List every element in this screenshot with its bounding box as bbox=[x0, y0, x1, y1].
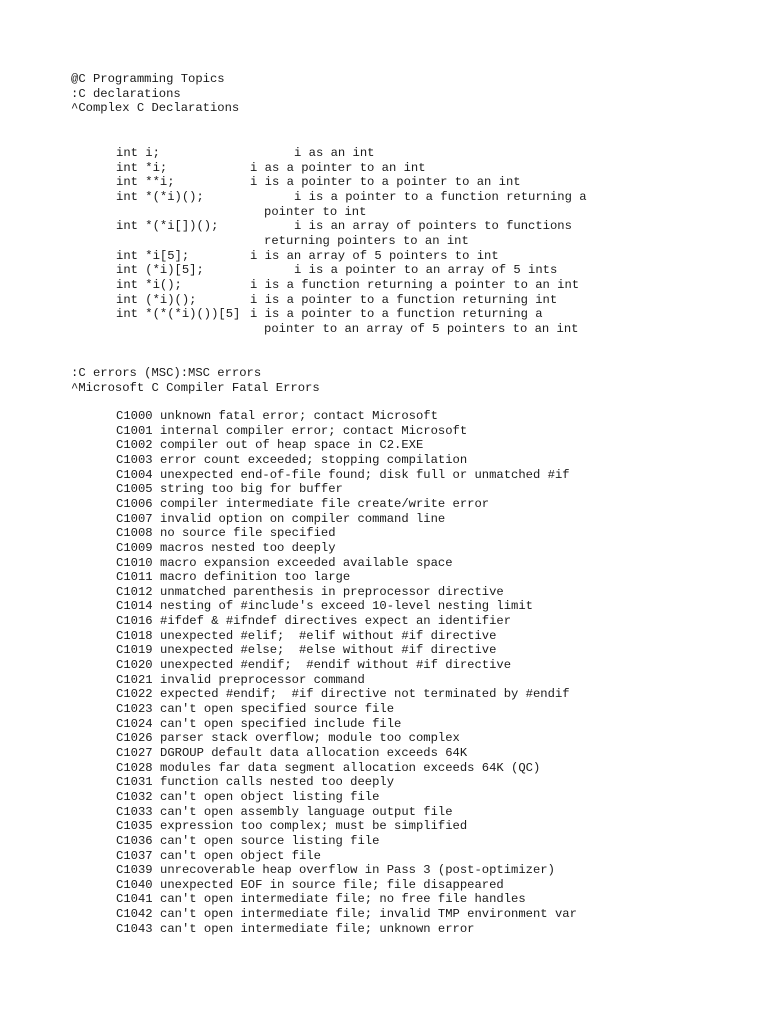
error-row bbox=[116, 878, 504, 893]
declaration-description: i is a pointer to an array of 5 ints bbox=[294, 263, 558, 278]
error-code: C1031 bbox=[116, 775, 153, 790]
error-code: C1019 bbox=[116, 643, 153, 658]
error-message: macros nested too deeply bbox=[160, 540, 336, 555]
error-code: C1006 bbox=[116, 496, 153, 511]
error-message: #ifdef & #ifndef directives expect an identifier bbox=[160, 614, 512, 629]
error-row bbox=[116, 585, 504, 600]
error-code: C1005 bbox=[116, 482, 153, 497]
error-row bbox=[116, 687, 570, 702]
error-row bbox=[116, 819, 467, 834]
declaration-description-continued: pointer to an array of 5 pointers to an int bbox=[264, 321, 579, 336]
error-code: C1021 bbox=[116, 672, 153, 687]
error-row bbox=[116, 673, 365, 688]
error-message: parser stack overflow; module too complex bbox=[160, 731, 460, 746]
error-message: modules far data segment allocation exceeds 64K (QC) bbox=[160, 760, 541, 775]
error-code: C1007 bbox=[116, 511, 153, 526]
error-code: C1018 bbox=[116, 628, 153, 643]
declaration-code: int i; bbox=[116, 146, 160, 160]
error-row bbox=[116, 556, 453, 571]
declaration-row bbox=[116, 263, 616, 278]
error-code: C1020 bbox=[116, 658, 153, 673]
error-code: C1002 bbox=[116, 438, 153, 453]
error-code: C1028 bbox=[116, 760, 153, 775]
error-row bbox=[116, 834, 379, 849]
declaration-description: i as a pointer to an int bbox=[250, 160, 426, 175]
error-code: C1039 bbox=[116, 863, 153, 878]
error-row bbox=[116, 424, 467, 439]
error-message: can't open intermediate file; no free file handles bbox=[160, 892, 526, 907]
declaration-description: i is an array of 5 pointers to int bbox=[250, 248, 499, 263]
error-code: C1035 bbox=[116, 819, 153, 834]
declaration-row bbox=[116, 293, 616, 308]
section-title-declarations: ^Complex C Declarations bbox=[71, 101, 240, 115]
error-row bbox=[116, 453, 467, 468]
error-code: C1016 bbox=[116, 614, 153, 629]
error-row bbox=[116, 629, 496, 644]
error-row bbox=[116, 643, 496, 658]
error-row bbox=[116, 658, 511, 673]
error-row bbox=[116, 541, 336, 556]
declaration-description: i is a pointer to a function returning int bbox=[250, 292, 558, 307]
declaration-description: i is an array of pointers to functions bbox=[294, 219, 572, 234]
declaration-code: int **i; bbox=[116, 175, 175, 190]
declaration-description: i is a pointer to a pointer to an int bbox=[250, 175, 521, 190]
error-code: C1037 bbox=[116, 848, 153, 863]
error-code: C1023 bbox=[116, 702, 153, 716]
error-message: macro expansion exceeded available space bbox=[160, 555, 453, 570]
declaration-code: int *i(); bbox=[116, 277, 182, 292]
declaration-code: int *(*i)(); bbox=[116, 189, 204, 204]
error-row bbox=[116, 599, 533, 614]
error-message: macro definition too large bbox=[160, 570, 351, 585]
error-row bbox=[116, 482, 343, 497]
error-code: C1042 bbox=[116, 907, 153, 922]
declaration-code: int *i[5]; bbox=[116, 248, 190, 263]
error-message: DGROUP default data allocation exceeds 64K bbox=[160, 745, 468, 760]
error-code: C1024 bbox=[116, 716, 153, 731]
declaration-description-continued: pointer to int bbox=[264, 204, 367, 219]
declaration-row bbox=[116, 161, 616, 176]
error-message: unexpected EOF in source file; file disappeared bbox=[160, 877, 504, 892]
error-row bbox=[116, 717, 401, 732]
error-code: C1004 bbox=[116, 467, 153, 482]
error-code: C1043 bbox=[116, 921, 153, 936]
errors-topic: :C errors (MSC):MSC errors bbox=[71, 366, 262, 380]
error-message: internal compiler error; contact Microsoft bbox=[160, 423, 468, 438]
error-message: unexpected end-of-file found; disk full or unmatched #if bbox=[160, 467, 570, 482]
declaration-code: int (*i)(); bbox=[116, 292, 197, 307]
error-message: expected #endif; #if directive not terminated by #endif bbox=[160, 687, 570, 702]
error-code: C1003 bbox=[116, 452, 153, 467]
error-message: compiler intermediate file create/write error bbox=[160, 496, 490, 511]
error-message: string too big for buffer bbox=[160, 482, 343, 497]
error-row bbox=[116, 614, 511, 629]
declaration-row bbox=[116, 219, 616, 234]
topic-subtitle: :C declarations bbox=[71, 87, 181, 101]
declaration-description: i is a pointer to a function returning a bbox=[250, 307, 543, 322]
error-message: unexpected #else; #else without #if directive bbox=[160, 643, 497, 658]
error-code: C1012 bbox=[116, 584, 153, 599]
error-message: unexpected #endif; #endif without #if directive bbox=[160, 658, 512, 673]
error-code: C1022 bbox=[116, 687, 153, 702]
error-code: C1008 bbox=[116, 526, 153, 541]
error-code: C1009 bbox=[116, 540, 153, 555]
error-message: invalid option on compiler command line bbox=[160, 511, 446, 526]
declaration-code: int (*i)[5]; bbox=[116, 263, 204, 278]
topic-title: @C Programming Topics bbox=[71, 72, 225, 86]
error-code: C1041 bbox=[116, 892, 153, 907]
error-code: C1033 bbox=[116, 804, 153, 819]
error-code: C1010 bbox=[116, 555, 153, 570]
error-message: invalid preprocessor command bbox=[160, 672, 365, 687]
error-code: C1011 bbox=[116, 570, 153, 585]
error-row bbox=[116, 409, 438, 424]
declaration-row bbox=[116, 278, 616, 293]
error-row bbox=[116, 746, 467, 761]
error-row bbox=[116, 570, 350, 585]
error-message: can't open specified include file bbox=[160, 716, 402, 731]
error-message: unexpected #elif; #elif without #if directive bbox=[160, 628, 497, 643]
error-row bbox=[116, 526, 336, 541]
declaration-description: i is a function returning a pointer to an int bbox=[250, 277, 580, 292]
error-row bbox=[116, 438, 423, 453]
error-row bbox=[116, 790, 379, 805]
error-row bbox=[116, 892, 526, 907]
error-message: unknown fatal error; contact Microsoft bbox=[160, 409, 438, 423]
error-message: can't open object listing file bbox=[160, 789, 380, 804]
error-row bbox=[116, 849, 321, 864]
declaration-row bbox=[116, 249, 616, 264]
error-row bbox=[116, 805, 453, 820]
error-code: C1026 bbox=[116, 731, 153, 746]
error-code: C1032 bbox=[116, 789, 153, 804]
error-code: C1014 bbox=[116, 599, 153, 614]
error-row bbox=[116, 922, 475, 937]
error-message: compiler out of heap space in C2.EXE bbox=[160, 438, 424, 453]
section-title-errors: ^Microsoft C Compiler Fatal Errors bbox=[71, 381, 320, 395]
error-row bbox=[116, 863, 555, 878]
error-row bbox=[116, 702, 394, 717]
declaration-code: int *(*(*i)())[5] bbox=[116, 307, 241, 322]
error-code: C1000 bbox=[116, 409, 153, 423]
declaration-row bbox=[116, 146, 616, 161]
error-message: can't open specified source file bbox=[160, 702, 395, 716]
error-row bbox=[116, 761, 540, 776]
error-message: can't open assembly language output file bbox=[160, 804, 453, 819]
error-message: can't open object file bbox=[160, 848, 321, 863]
declaration-description-continued: returning pointers to an int bbox=[264, 233, 469, 248]
error-row bbox=[116, 512, 445, 527]
error-row bbox=[116, 907, 577, 922]
declaration-code: int *i; bbox=[116, 160, 168, 175]
declaration-description: i as an int bbox=[294, 146, 375, 160]
error-message: can't open intermediate file; unknown error bbox=[160, 921, 475, 936]
error-row bbox=[116, 497, 489, 512]
error-code: C1027 bbox=[116, 745, 153, 760]
error-message: nesting of #include's exceed 10-level nesting limit bbox=[160, 599, 533, 614]
error-row bbox=[116, 775, 394, 790]
declaration-description: i is a pointer to a function returning a bbox=[294, 189, 587, 204]
declaration-code: int *(*i[])(); bbox=[116, 219, 219, 234]
error-message: expression too complex; must be simplified bbox=[160, 819, 468, 834]
error-message: can't open source listing file bbox=[160, 833, 380, 848]
error-row bbox=[116, 731, 460, 746]
declaration-row bbox=[116, 307, 616, 322]
error-message: unrecoverable heap overflow in Pass 3 (post-optimizer) bbox=[160, 863, 555, 878]
error-code: C1001 bbox=[116, 423, 153, 438]
error-message: error count exceeded; stopping compilation bbox=[160, 452, 468, 467]
declaration-row bbox=[116, 190, 616, 205]
error-row bbox=[116, 468, 570, 483]
error-message: no source file specified bbox=[160, 526, 336, 541]
error-message: unmatched parenthesis in preprocessor directive bbox=[160, 584, 504, 599]
error-code: C1036 bbox=[116, 833, 153, 848]
declaration-row bbox=[116, 175, 616, 190]
error-message: can't open intermediate file; invalid TMP environment var bbox=[160, 907, 577, 922]
error-message: function calls nested too deeply bbox=[160, 775, 395, 790]
error-code: C1040 bbox=[116, 877, 153, 892]
